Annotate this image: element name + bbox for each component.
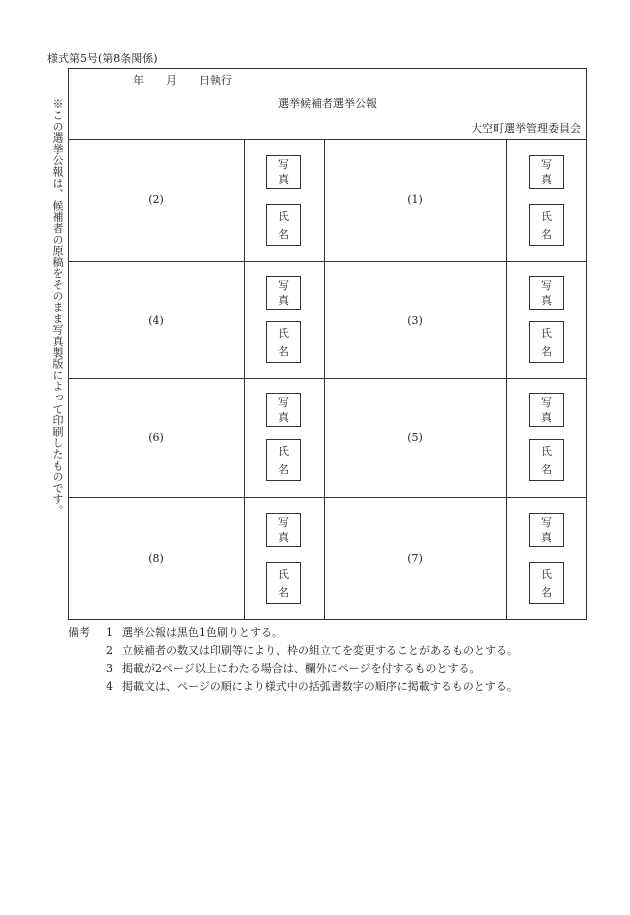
name-placeholder: 氏 名 [529,204,564,246]
candidate-number: (4) [148,314,164,327]
photo-placeholder: 写 真 [529,276,564,310]
remark-item: 備考 1 選挙公報は黒色1色刷りとする。 [68,624,518,642]
column-divider [324,140,325,619]
name-placeholder: 氏 名 [266,562,301,604]
candidate-number: (8) [148,552,164,565]
form-header [69,69,586,140]
row-divider [69,497,586,498]
name-placeholder: 氏 名 [529,321,564,363]
candidate-number: (6) [148,431,164,444]
issuer-name: 大空町選挙管理委員会 [471,122,581,135]
photo-placeholder: 写 真 [529,393,564,427]
candidate-number: (2) [148,193,164,206]
photo-placeholder: 写 真 [266,155,301,189]
column-divider [244,140,245,619]
photo-placeholder: 写 真 [266,393,301,427]
name-placeholder: 氏 名 [266,439,301,481]
photo-placeholder: 写 真 [266,513,301,547]
bulletin-form [68,68,587,620]
bulletin-title: 選挙候補者選挙公報 [278,97,377,110]
candidate-number: (1) [407,193,423,206]
row-divider [69,261,586,262]
candidate-number: (7) [407,552,423,565]
photo-placeholder: 写 真 [266,276,301,310]
candidate-number: (3) [407,314,423,327]
election-date: 年 月 日執行 [133,74,232,87]
candidate-number: (5) [407,431,423,444]
name-placeholder: 氏 名 [266,204,301,246]
column-divider [506,140,507,619]
remarks-label: 備考 [68,626,90,639]
name-placeholder: 氏 名 [529,439,564,481]
name-placeholder: 氏 名 [529,562,564,604]
form-number: 様式第5号(第8条関係) [47,52,158,65]
remark-item: 3 掲載が2ページ以上にわたる場合は、欄外にページを付するものとする。 [106,662,481,675]
photo-placeholder: 写 真 [529,155,564,189]
remark-item: 4 掲載文は、ページの順により様式中の括弧書数字の順序に掲載するものとする。 [106,680,518,693]
name-placeholder: 氏 名 [266,321,301,363]
row-divider [69,378,586,379]
remarks [68,624,518,696]
remark-item: 2 立候補者の数又は印刷等により、枠の組立てを変更することがあるものとする。 [106,644,518,657]
photo-placeholder: 写 真 [529,513,564,547]
vertical-note: ※この選挙公報は、候補者の原稿をそのまま写真製版によって印刷したものです。 [51,98,64,517]
